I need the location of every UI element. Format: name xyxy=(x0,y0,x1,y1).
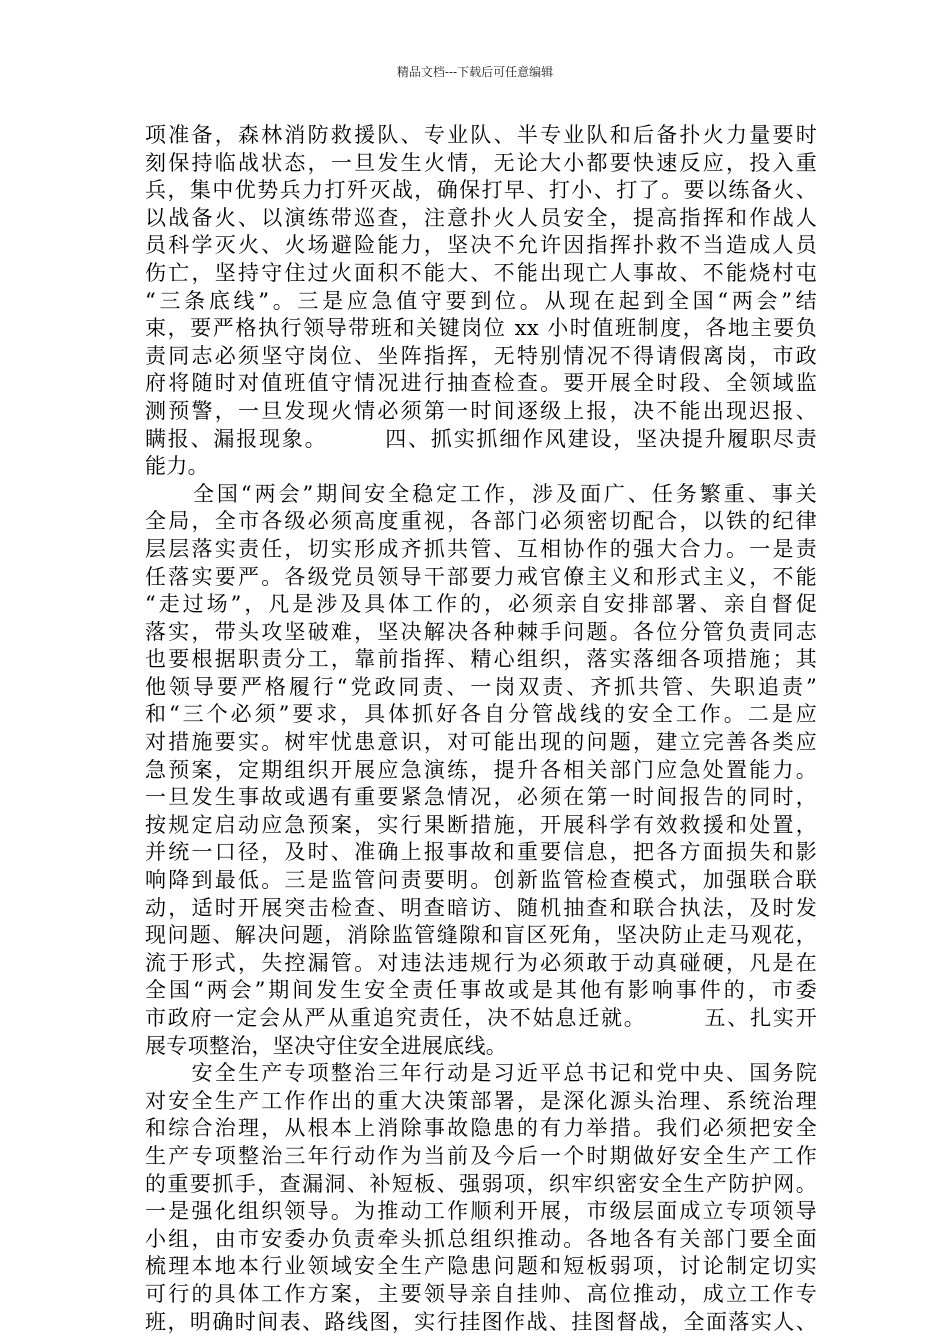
text-line: 展专项整治，坚决守住安全进展底线。 xyxy=(145,1033,508,1058)
text-line: 动，适时开展突击检查、明查暗访、随机抽查和联合执法，及时发 xyxy=(145,895,817,920)
text-line: 测预警，一旦发现火情必须第一时间逐级上报，决不能出现迟报、 xyxy=(145,398,817,423)
text-line: 全国“两会”期间安全稳定工作，涉及面广、任务繁重、事关 xyxy=(145,481,817,506)
text-line: 刻保持临战状态，一旦发生火情，无论大小都要快速反应，投入重 xyxy=(145,150,817,175)
text-line: 现问题、解决问题，消除监管缝隙和盲区死角，坚决防止走马观花， xyxy=(145,923,817,948)
text-line: 和“三个必须”要求，具体抓好各自分管战线的安全工作。二是应 xyxy=(145,702,817,727)
text-line: 以战备火、以演练带巡查，注意扑火人员安全，提高指挥和作战人 xyxy=(145,205,817,230)
text-line: 和综合治理，从根本上消除事故隐患的有力举措。我们必须把安全 xyxy=(145,1116,817,1141)
text-line: 对安全生产工作作出的重大决策部署，是深化源头治理、系统治理 xyxy=(145,1088,817,1113)
text-line: 急预案，定期组织开展应急演练，提升各相关部门应急处置能力。 xyxy=(145,757,817,782)
text-line: 责同志必须坚守岗位、坐阵指挥，无特别情况不得请假离岗，市政 xyxy=(145,343,817,368)
text-line: 兵，集中优势兵力打歼灭战，确保打早、打小、打了。要以练备火、 xyxy=(145,178,817,203)
text-line: 一旦发生事故或遇有重要紧急情况，必须在第一时间报告的同时， xyxy=(145,785,817,810)
document-body xyxy=(145,122,817,1336)
text-line: 全国“两会”期间发生安全责任事故或是其他有影响事件的，市委 xyxy=(145,978,817,1003)
text-line: 对措施要实。树牢忧患意识，对可能出现的问题，建立完善各类应 xyxy=(145,730,817,755)
text-line: 的重要抓手，查漏洞、补短板、强弱项，织牢织密安全生产防护网。 xyxy=(145,1171,817,1196)
text-line: 响降到最低。三是监管问责要明。创新监管检查模式，加强联合联 xyxy=(145,868,817,893)
text-line: 府将随时对值班值守情况进行抽查检查。要开展全时段、全领域监 xyxy=(145,371,817,396)
text-line: “三条底线”。三是应急值守要到位。从现在起到全国“两会”结 xyxy=(145,288,817,313)
text-line: 伤亡，坚持守住过火面积不能大、不能出现亡人事故、不能烧村屯 xyxy=(145,260,817,285)
text-line: 梳理本地本行业领域安全生产隐患问题和短板弱项，讨论制定切实 xyxy=(145,1254,817,1279)
text-line: 市政府一定会从严从重追究责任，决不姑息迁就。 五、扎实开 xyxy=(145,1006,817,1030)
text-line: 全局，全市各级必须高度重视，各部门必须密切配合，以铁的纪律 xyxy=(145,509,817,534)
text-line: 层层落实责任，切实形成齐抓共管、互相协作的强大合力。一是责 xyxy=(145,536,817,561)
text-line: 束，要严格执行领导带班和关键岗位 xx 小时值班制度，各地主要负 xyxy=(145,316,817,341)
text-line: 可行的具体工作方案，主要领导亲自挂帅、高位推动，成立工作专 xyxy=(145,1281,817,1306)
text-line: 项准备，森林消防救援队、专业队、半专业队和后备扑火力量要时 xyxy=(145,123,817,147)
text-line: 能力。 xyxy=(145,454,209,479)
text-line: 也要根据职责分工，靠前指挥、精心组织，落实落细各项措施；其 xyxy=(145,647,817,672)
text-line: 流于形式，失控漏管。对违法违规行为必须敢于动真碰硬，凡是在 xyxy=(145,950,817,975)
text-line: 任落实要严。各级党员领导干部要力戒官僚主义和形式主义，不能 xyxy=(145,564,817,589)
text-line: 一是强化组织领导。为推动工作顺利开展，市级层面成立专项领导 xyxy=(145,1199,817,1224)
text-line: 按规定启动应急预案，实行果断措施，开展科学有效救援和处置， xyxy=(145,812,817,837)
text-line: 并统一口径，及时、准确上报事故和重要信息，把各方面损失和影 xyxy=(145,840,817,865)
text-line: 落实，带头攻坚破难，坚决解决各种棘手问题。各位分管负责同志 xyxy=(145,619,817,644)
page-header: 精品文档---下载后可任意编辑 xyxy=(396,65,554,79)
text-line: 安全生产专项整治三年行动是习近平总书记和党中央、国务院 xyxy=(145,1061,817,1086)
text-line: 他领导要严格履行“党政同责、一岗双责、齐抓共管、失职追责” xyxy=(145,674,817,699)
text-line: 小组，由市安委办负责牵头抓总组织推动。各地各有关部门要全面 xyxy=(145,1226,817,1251)
text-line: 生产专项整治三年行动作为当前及今后一个时期做好安全生产工作 xyxy=(145,1143,817,1168)
text-line: 瞒报、漏报现象。 四、抓实抓细作风建设，坚决提升履职尽责 xyxy=(145,426,817,451)
text-line: 班，明确时间表、路线图，实行挂图作战、挂图督战，全面落实人、 xyxy=(145,1309,817,1334)
text-line: “走过场”，凡是涉及具体工作的，必须亲自安排部署、亲自督促 xyxy=(145,592,817,617)
text-line: 员科学灭火、火场避险能力，坚决不允许因指挥扑救不当造成人员 xyxy=(145,233,817,258)
